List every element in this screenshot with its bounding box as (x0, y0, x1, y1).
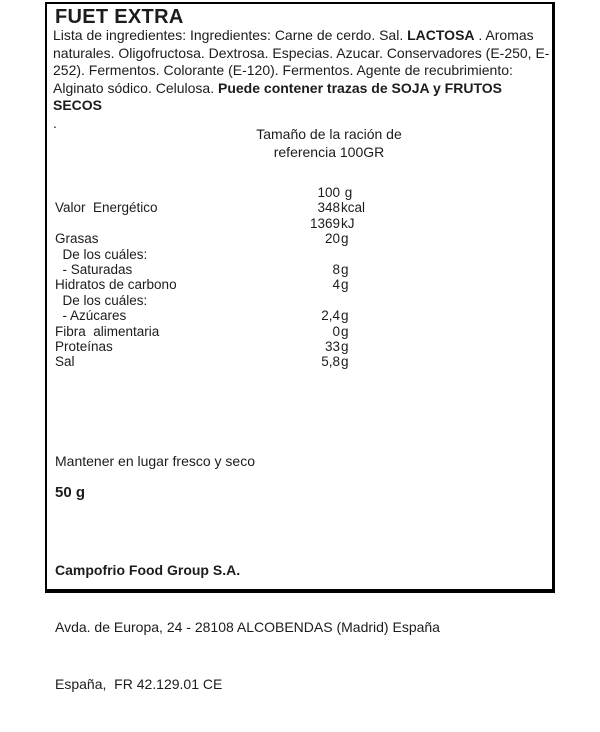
manufacturer-name: Campofrio Food Group S.A. (55, 562, 241, 578)
nutrition-unit: kJ (341, 215, 355, 231)
serving-header-line1: Tamaño de la ración de (256, 126, 402, 142)
nutrition-label: Proteínas (55, 338, 113, 354)
ingredients-part1: Lista de ingredientes: Ingredientes: Carne de cerdo. Sal. (53, 27, 408, 43)
ingredients-trailing-period: . (53, 114, 57, 131)
product-title: FUET EXTRA (55, 6, 184, 28)
nutrition-row-energy-kcal (47, 200, 552, 215)
nutrition-value: 100 (317, 185, 340, 200)
nutrition-row-fibre (47, 324, 552, 339)
manufacturer-address: Avda. de Europa, 24 - 28108 ALCOBENDAS (Madrid) España (55, 619, 440, 635)
nutrition-row-per100g (47, 185, 552, 200)
nutrition-label: De los cuáles: (55, 246, 148, 262)
nutrition-value: 0 (332, 323, 340, 339)
nutrition-unit: kcal (341, 200, 366, 216)
ingredients-part2: . Aromas naturales. Oligofructosa. Dextrosa. Especias. Azucar. Conservadores (E-250, E-252). Fermentos. Colorante (E-120). Fermentos. Agente de recubrimiento: Alginato sódico. Celulosa. (53, 27, 550, 96)
serving-size-header (184, 125, 474, 161)
nutrition-unit: g (341, 354, 349, 370)
nutrition-row-energy-kj (47, 216, 552, 231)
nutrition-label (47, 216, 285, 231)
nutrition-row-carbohydrate (47, 277, 552, 292)
nutrition-unit: g (341, 277, 349, 293)
nutrition-label: Sal (55, 354, 75, 370)
label-border-box (45, 2, 555, 692)
nutrition-unit: g (341, 308, 349, 324)
manufacturer-info (55, 523, 440, 732)
nutrition-value: 348 (317, 200, 340, 216)
nutrition-row-of-which-fat (47, 247, 552, 262)
nutrition-unit: g (341, 231, 349, 247)
nutrition-row-sugars (47, 308, 552, 323)
nutrition-unit: g (341, 323, 349, 339)
allergen-lactosa: LACTOSA (407, 27, 475, 43)
nutrition-label: Grasas (55, 231, 99, 247)
net-weight: 50 g (55, 484, 86, 501)
nutrition-value (285, 293, 340, 308)
nutrition-unit: g (341, 261, 349, 277)
nutrition-row-saturates (47, 262, 552, 277)
ingredients-text (53, 27, 552, 132)
serving-header-line2: referencia 100GR (273, 144, 385, 160)
nutrition-unit: g (341, 338, 349, 354)
nutrition-unit: g (341, 185, 353, 200)
storage-instructions: Mantener en lugar fresco y seco (55, 453, 255, 469)
nutrition-value: 20 (324, 231, 340, 247)
nutrition-label: Valor Energético (55, 200, 158, 216)
nutrition-label (47, 185, 285, 200)
nutrition-label: - Saturadas (55, 261, 133, 277)
nutrition-value: 5,8 (321, 354, 340, 370)
nutrition-value: 33 (324, 338, 340, 354)
nutrition-row-salt (47, 354, 552, 369)
nutrition-table (47, 185, 552, 370)
allergen-traces: Puede contener trazas de SOJA y FRUTOS SECOS (53, 79, 502, 113)
nutrition-row-protein (47, 339, 552, 354)
nutrition-unit (340, 247, 341, 262)
nutrition-row-of-which-carb (47, 293, 552, 308)
nutrition-value: 8 (332, 261, 340, 277)
nutrition-value: 4 (332, 277, 340, 293)
nutrition-unit (340, 293, 341, 308)
nutrition-value: 1369 (309, 215, 340, 231)
nutrition-label: Hidratos de carbono (55, 277, 177, 293)
nutrition-value (285, 247, 340, 262)
nutrition-label: Fibra alimentaria (55, 323, 160, 339)
nutrition-row-fat (47, 231, 552, 246)
nutrition-label: - Azúcares (55, 308, 127, 324)
nutrition-value: 2,4 (321, 308, 340, 324)
manufacturer-registration: España, FR 42.129.01 CE (55, 676, 223, 692)
nutrition-label: De los cuáles: (55, 292, 148, 308)
